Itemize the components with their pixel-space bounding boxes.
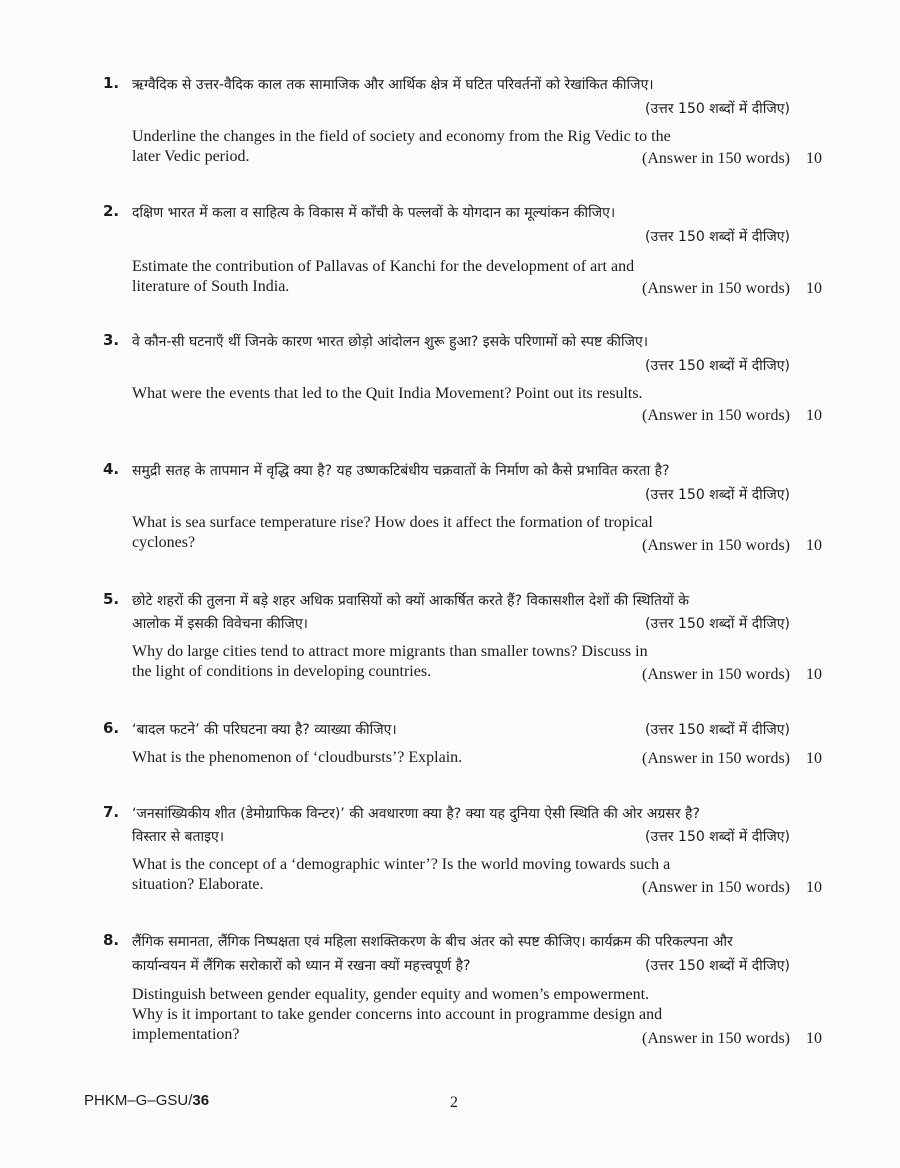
question-english-text: Distinguish between gender equality, gender equity and women’s empowerment. [132,986,650,1003]
question-english-text: What is sea surface temperature rise? How does it affect the formation of tropical [132,514,653,531]
question-hindi-text: दक्षिण भारत में कला व साहित्य के विकास में काँची के पल्लवों के योगदान का मूल्यांकन कीजिए। [132,205,616,221]
question-english-text: later Vedic period. [132,148,250,165]
hindi-word-limit: (उत्तर 150 शब्दों में दीजिए) [645,616,790,632]
hindi-word-limit: (उत्तर 150 शब्दों में दीजिए) [645,722,790,738]
marks: 10 [806,407,822,424]
page-number: 2 [450,1094,458,1111]
question-english-text: implementation? [132,1026,240,1043]
hindi-word-limit: (उत्तर 150 शब्दों में दीजिए) [645,229,790,245]
question-hindi-text: छोटे शहरों की तुलना में बड़े शहर अधिक प्रवासियों को क्यों आकर्षित करते हैं? विकासशील देशों की स्थितियों के [132,593,689,609]
question-english-text: Underline the changes in the field of society and economy from the Rig Vedic to the [132,128,671,145]
question-hindi-text: लैंगिक समानता, लैंगिक निष्पक्षता एवं महिला सशक्तिकरण के बीच अंतर को स्पष्ट कीजिए। कार्यक्रम की परिकल्पना और [132,934,733,950]
question-english-text: What is the phenomenon of ‘cloudbursts’? Explain. [132,749,463,766]
hindi-word-limit: (उत्तर 150 शब्दों में दीजिए) [645,829,790,845]
marks: 10 [806,1030,822,1047]
question-english-text: Why do large cities tend to attract more migrants than smaller towns? Discuss in [132,643,648,660]
paper-code-suffix: 36 [192,1092,210,1109]
question-number: 8. [103,931,120,949]
question-english-text: Why is it important to take gender concerns into account in programme design and [132,1006,663,1023]
question-hindi-text: कार्यान्वयन में लैंगिक सरोकारों को ध्यान में रखना क्यों महत्त्वपूर्ण है? [132,958,471,974]
paper-code [84,1092,209,1109]
paper-code-prefix: PHKM–G–GSU/ [84,1092,193,1109]
english-word-limit: (Answer in 150 words) [642,1030,790,1047]
question-number: 4. [103,460,120,478]
english-word-limit: (Answer in 150 words) [642,150,790,167]
question-number: 6. [103,719,120,737]
english-word-limit: (Answer in 150 words) [642,537,790,554]
question-english-text: cyclones? [132,534,196,551]
hindi-word-limit: (उत्तर 150 शब्दों में दीजिए) [645,101,790,117]
question-english-text: What were the events that led to the Quit India Movement? Point out its results. [132,385,643,402]
question-hindi-text: ‘जनसांख्यिकीय शीत (डेमोग्राफिक विन्टर)’ की अवधारणा क्या है? क्या यह दुनिया ऐसी स्थिति की ओर अग्रसर है? [132,806,700,822]
marks: 10 [806,537,822,554]
question-english-text: literature of South India. [132,278,290,295]
question-hindi-text: ऋग्वैदिक से उत्तर-वैदिक काल तक सामाजिक और आर्थिक क्षेत्र में घटित परिवर्तनों को रेखांकित कीजिए। [132,77,654,93]
question-hindi-text: समुद्री सतह के तापमान में वृद्धि क्या है? यह उष्णकटिबंधीय चक्रवातों के निर्माण को कैसे प्रभावित करता है? [132,463,670,479]
english-word-limit: (Answer in 150 words) [642,879,790,896]
hindi-word-limit: (उत्तर 150 शब्दों में दीजिए) [645,958,790,974]
marks: 10 [806,666,822,683]
question-english-text: the light of conditions in developing countries. [132,663,432,680]
question-english-text: situation? Elaborate. [132,876,264,893]
question-hindi-text: विस्तार से बताइए। [132,829,225,845]
question-number: 1. [103,74,120,92]
question-number: 3. [103,331,120,349]
question-number: 7. [103,803,120,821]
question-number: 5. [103,590,120,608]
question-number: 2. [103,202,120,220]
marks: 10 [806,879,822,896]
english-word-limit: (Answer in 150 words) [642,666,790,683]
english-word-limit: (Answer in 150 words) [642,280,790,297]
question-hindi-text: ‘बादल फटने’ की परिघटना क्या है? व्याख्या कीजिए। [132,722,397,738]
hindi-word-limit: (उत्तर 150 शब्दों में दीजिए) [645,358,790,374]
question-hindi-text: आलोक में इसकी विवेचना कीजिए। [132,616,308,632]
question-english-text: What is the concept of a ‘demographic winter’? Is the world moving towards such a [132,856,671,873]
question-english-text: Estimate the contribution of Pallavas of Kanchi for the development of art and [132,258,635,275]
hindi-word-limit: (उत्तर 150 शब्दों में दीजिए) [645,487,790,503]
english-word-limit: (Answer in 150 words) [642,407,790,424]
marks: 10 [806,150,822,167]
marks: 10 [806,280,822,297]
english-word-limit: (Answer in 150 words) [642,750,790,767]
question-hindi-text: वे कौन-सी घटनाएँ थीं जिनके कारण भारत छोड़ो आंदोलन शुरू हुआ? इसके परिणामों को स्पष्ट कीजिए। [132,334,649,350]
marks: 10 [806,750,822,767]
